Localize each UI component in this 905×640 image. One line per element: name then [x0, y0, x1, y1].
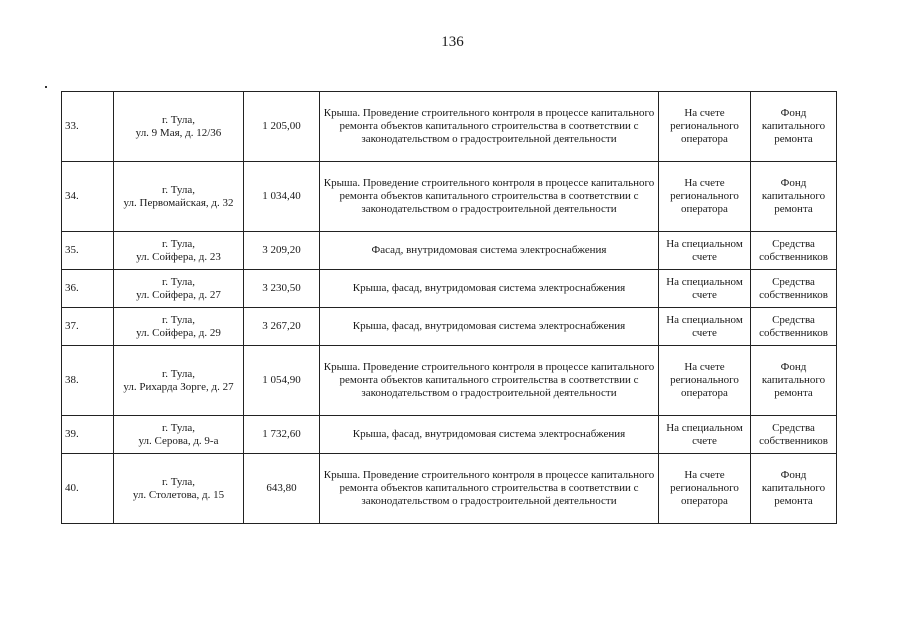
row-number: 38. — [62, 346, 114, 416]
address-city: г. Тула, — [161, 475, 196, 488]
table-row — [62, 308, 837, 346]
address-cell — [114, 270, 244, 308]
area-cell: 3 209,20 — [244, 232, 320, 270]
row-number: 39. — [62, 416, 114, 454]
account-cell: На счете регионального оператора — [659, 454, 751, 524]
table-row — [62, 92, 837, 162]
work-type-cell: Крыша. Проведение строительного контроля в процессе капитального ремонта объектов капитального строительства в соответствии с законодательством о градостроительной деятельности — [320, 92, 659, 162]
address-street: ул. 9 Мая, д. 12/36 — [135, 126, 222, 139]
account-cell: На счете регионального оператора — [659, 162, 751, 232]
address-cell — [114, 416, 244, 454]
funding-source-cell: Фонд капитального ремонта — [751, 346, 837, 416]
work-type-cell: Крыша. Проведение строительного контроля в процессе капитального ремонта объектов капитального строительства в соответствии с законодательством о градостроительной деятельности — [320, 346, 659, 416]
address-city: г. Тула, — [161, 367, 196, 380]
address-city: г. Тула, — [161, 313, 196, 326]
table-row — [62, 454, 837, 524]
page-number: 136 — [441, 34, 464, 50]
address-street: ул. Сойфера, д. 29 — [136, 326, 221, 339]
scan-speck — [45, 86, 47, 88]
address-street: ул. Сойфера, д. 27 — [136, 288, 221, 301]
table-row — [62, 416, 837, 454]
work-type-cell: Крыша, фасад, внутридомовая система электроснабжения — [320, 308, 659, 346]
account-cell: На счете регионального оператора — [659, 92, 751, 162]
row-number: 33. — [62, 92, 114, 162]
funding-source-cell: Средства собственников — [751, 308, 837, 346]
address-street: ул. Сойфера, д. 23 — [136, 250, 221, 263]
work-type-cell: Фасад, внутридомовая система электроснабжения — [320, 232, 659, 270]
account-cell: На специальном счете — [659, 232, 751, 270]
funding-source-cell: Средства собственников — [751, 270, 837, 308]
table-row — [62, 232, 837, 270]
address-cell — [114, 346, 244, 416]
area-cell: 1 054,90 — [244, 346, 320, 416]
work-type-cell: Крыша. Проведение строительного контроля в процессе капитального ремонта объектов капитального строительства в соответствии с законодательством о градостроительной деятельности — [320, 454, 659, 524]
account-cell: На специальном счете — [659, 308, 751, 346]
area-cell: 1 034,40 — [244, 162, 320, 232]
row-number: 36. — [62, 270, 114, 308]
account-cell: На специальном счете — [659, 416, 751, 454]
address-city: г. Тула, — [161, 183, 196, 196]
work-type-cell: Крыша, фасад, внутридомовая система электроснабжения — [320, 416, 659, 454]
address-city: г. Тула, — [161, 421, 196, 434]
address-street: ул. Столетова, д. 15 — [132, 488, 225, 501]
work-type-cell: Крыша, фасад, внутридомовая система электроснабжения — [320, 270, 659, 308]
address-city: г. Тула, — [161, 237, 196, 250]
table-row — [62, 270, 837, 308]
account-cell: На счете регионального оператора — [659, 346, 751, 416]
address-cell — [114, 162, 244, 232]
funding-source-cell: Фонд капитального ремонта — [751, 454, 837, 524]
address-cell — [114, 454, 244, 524]
row-number: 35. — [62, 232, 114, 270]
address-street: ул. Серова, д. 9-а — [138, 434, 219, 447]
address-cell — [114, 92, 244, 162]
address-street: ул. Первомайская, д. 32 — [123, 196, 234, 209]
area-cell: 1 732,60 — [244, 416, 320, 454]
row-number: 40. — [62, 454, 114, 524]
work-type-cell: Крыша. Проведение строительного контроля в процессе капитального ремонта объектов капитального строительства в соответствии с законодательством о градостроительной деятельности — [320, 162, 659, 232]
registry-body — [62, 92, 837, 524]
address-cell — [114, 232, 244, 270]
row-number: 34. — [62, 162, 114, 232]
repair-registry-table — [61, 91, 837, 524]
funding-source-cell: Средства собственников — [751, 416, 837, 454]
area-cell: 643,80 — [244, 454, 320, 524]
area-cell: 3 230,50 — [244, 270, 320, 308]
address-street: ул. Рихарда Зорге, д. 27 — [123, 380, 234, 393]
area-cell: 1 205,00 — [244, 92, 320, 162]
address-cell — [114, 308, 244, 346]
funding-source-cell: Фонд капитального ремонта — [751, 162, 837, 232]
funding-source-cell: Фонд капитального ремонта — [751, 92, 837, 162]
address-city: г. Тула, — [161, 113, 196, 126]
row-number: 37. — [62, 308, 114, 346]
funding-source-cell: Средства собственников — [751, 232, 837, 270]
address-city: г. Тула, — [161, 275, 196, 288]
table-row — [62, 162, 837, 232]
area-cell: 3 267,20 — [244, 308, 320, 346]
table-row — [62, 346, 837, 416]
account-cell: На специальном счете — [659, 270, 751, 308]
